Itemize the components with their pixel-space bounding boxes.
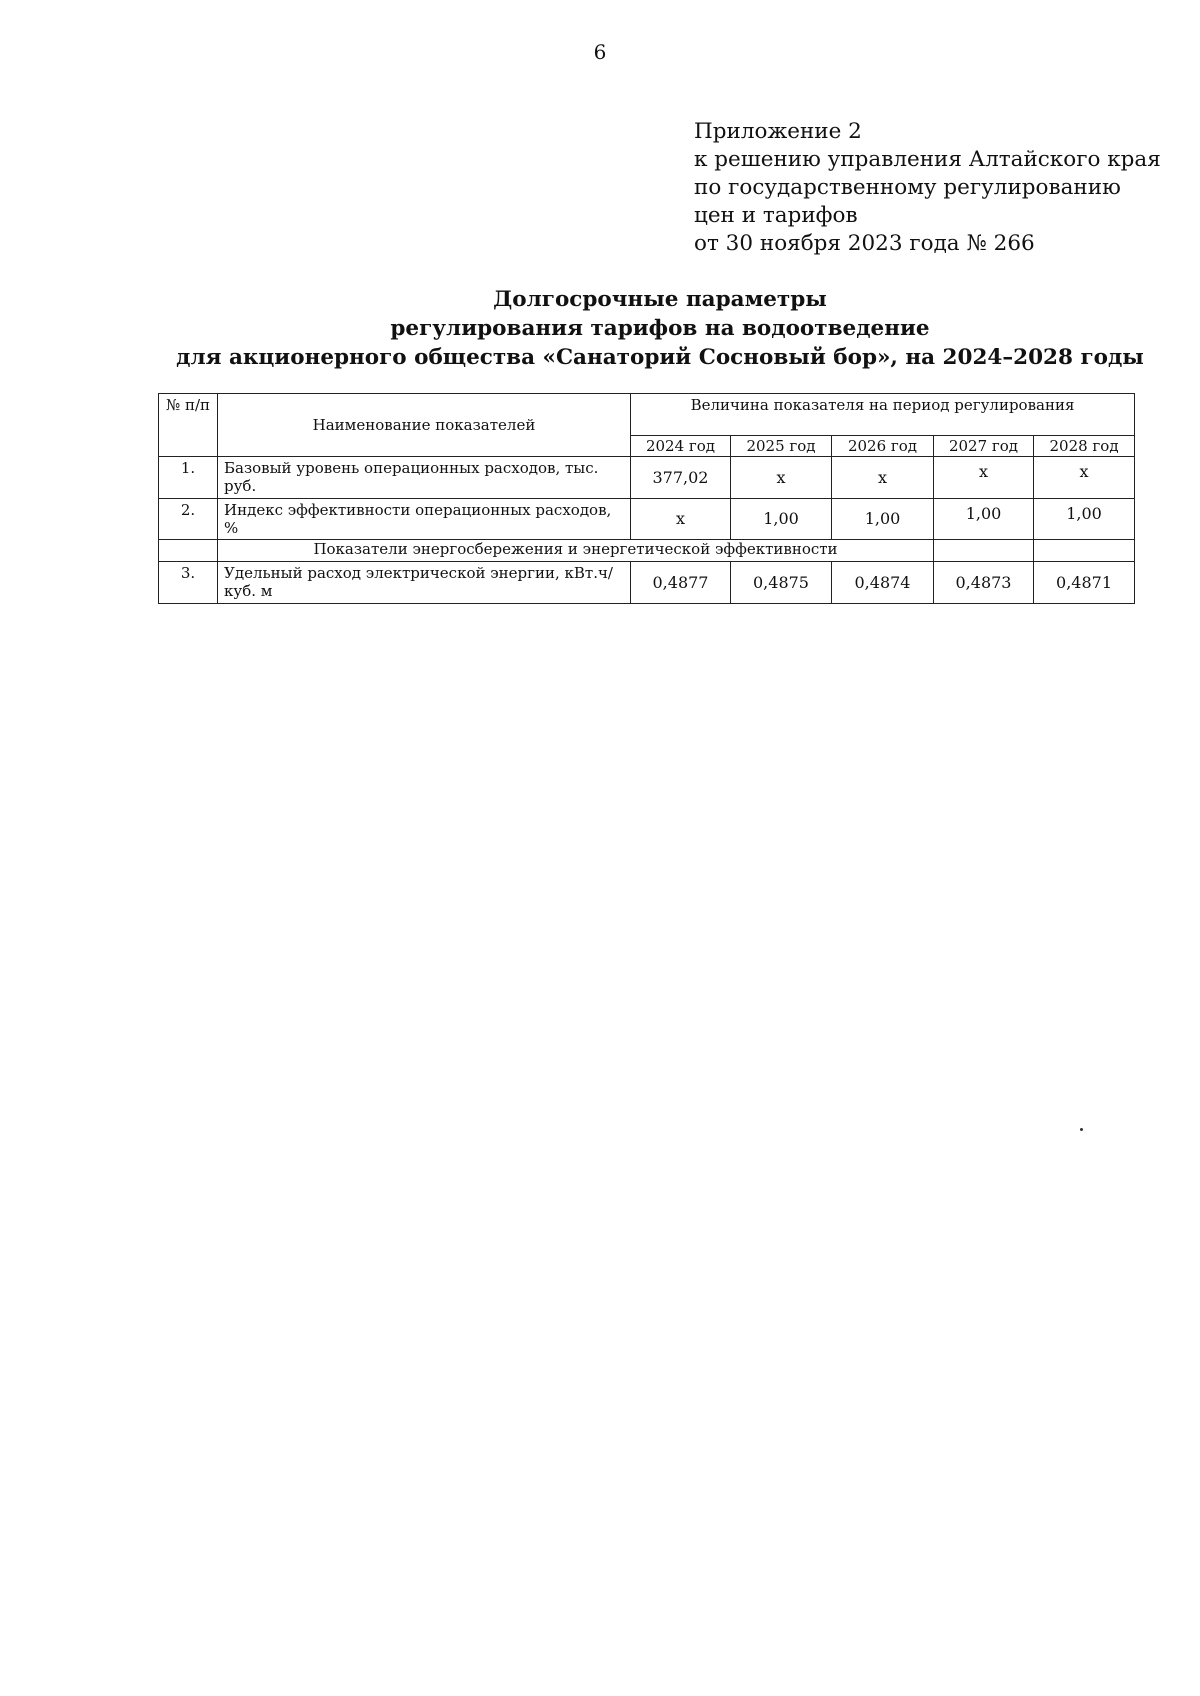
parameters-table bbox=[158, 393, 1135, 604]
section-empty-cell bbox=[159, 540, 218, 562]
section-empty-cell bbox=[934, 540, 1034, 562]
section-empty-cell bbox=[1034, 540, 1135, 562]
row-value: x bbox=[934, 457, 1034, 499]
appendix-line: Приложение 2 bbox=[694, 119, 862, 144]
appendix-block bbox=[694, 118, 1161, 258]
header-year: 2025 год bbox=[731, 436, 832, 457]
row-num: 3. bbox=[159, 562, 218, 604]
header-year: 2026 год bbox=[832, 436, 934, 457]
table-row bbox=[159, 499, 1135, 540]
row-value: x bbox=[731, 457, 832, 499]
section-row bbox=[159, 540, 1135, 562]
row-value: 0,4874 bbox=[832, 562, 934, 604]
header-year: 2024 год bbox=[631, 436, 731, 457]
row-num: 2. bbox=[159, 499, 218, 540]
page-number: 6 bbox=[593, 40, 607, 64]
row-value: x bbox=[1034, 457, 1135, 499]
row-value: x bbox=[631, 499, 731, 540]
section-title: Показатели энергосбережения и энергетической эффективности bbox=[218, 540, 934, 562]
row-num: 1. bbox=[159, 457, 218, 499]
row-value: 0,4871 bbox=[1034, 562, 1135, 604]
row-value: 1,00 bbox=[1034, 499, 1135, 540]
appendix-line: по государственному регулированию bbox=[694, 175, 1121, 200]
header-period: Величина показателя на период регулирования bbox=[631, 394, 1135, 436]
header-year: 2027 год bbox=[934, 436, 1034, 457]
row-value: 1,00 bbox=[934, 499, 1034, 540]
row-value: 377,02 bbox=[631, 457, 731, 499]
appendix-line: цен и тарифов bbox=[694, 203, 858, 228]
row-value: 0,4873 bbox=[934, 562, 1034, 604]
row-name: Удельный расход электрической энергии, кВт.ч/куб. м bbox=[218, 562, 631, 604]
scan-speck bbox=[1080, 1128, 1083, 1131]
header-name: Наименование показателей bbox=[218, 394, 631, 457]
document-title bbox=[160, 285, 1160, 372]
header-year: 2028 год bbox=[1034, 436, 1135, 457]
row-name: Индекс эффективности операционных расходов, % bbox=[218, 499, 631, 540]
title-line: регулирования тарифов на водоотведение bbox=[390, 316, 930, 341]
row-value: x bbox=[832, 457, 934, 499]
title-line: Долгосрочные параметры bbox=[493, 287, 827, 312]
table-row bbox=[159, 457, 1135, 499]
row-value: 1,00 bbox=[832, 499, 934, 540]
header-num: № п/п bbox=[159, 394, 218, 457]
appendix-line: к решению управления Алтайского края bbox=[694, 147, 1161, 172]
table-row bbox=[159, 562, 1135, 604]
row-value: 0,4877 bbox=[631, 562, 731, 604]
title-line: для акционерного общества «Санаторий Сосновый бор», на 2024–2028 годы bbox=[176, 345, 1144, 370]
row-value: 0,4875 bbox=[731, 562, 832, 604]
row-value: 1,00 bbox=[731, 499, 832, 540]
row-name: Базовый уровень операционных расходов, тыс. руб. bbox=[218, 457, 631, 499]
appendix-line: от 30 ноября 2023 года № 266 bbox=[694, 231, 1035, 256]
